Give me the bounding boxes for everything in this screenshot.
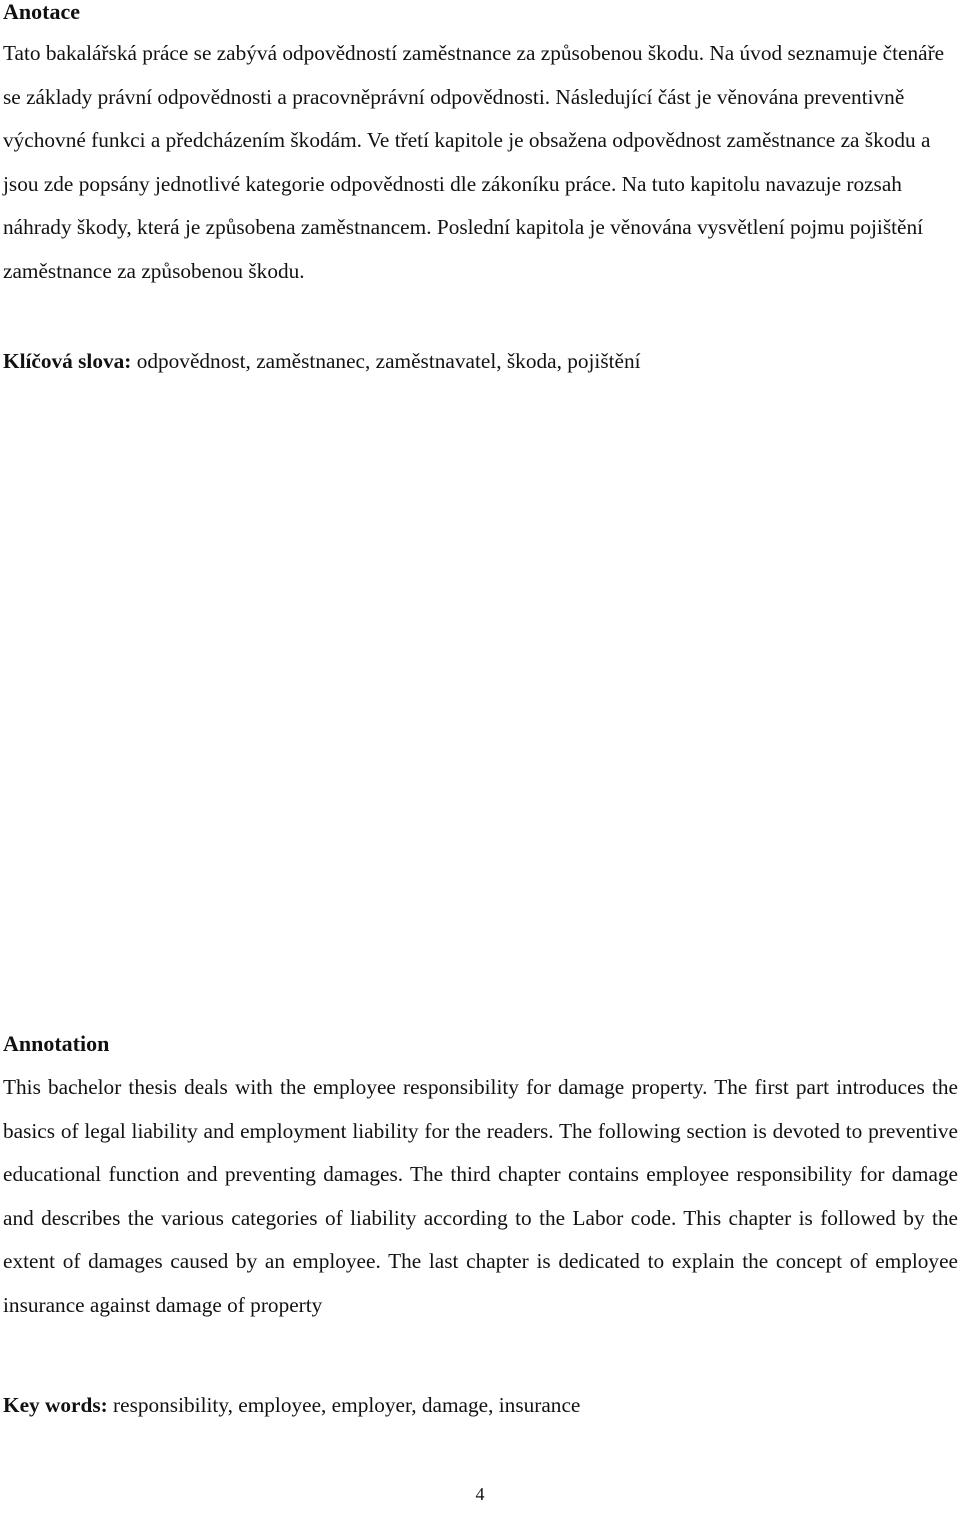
czech-heading: Anotace — [3, 0, 80, 24]
czech-keywords-list: odpovědnost, zaměstnanec, zaměstnavatel, škoda, pojištění — [131, 349, 641, 373]
english-abstract-paragraph: This bachelor thesis deals with the employee responsibility for damage property. The first part introduces the basics of legal liability and employment liability for the readers. The following section is devoted to preventive educational function and preventing damages. The third chapter contains employee responsibility for damage and describes the various categories of liability according to the Labor code. This chapter is followed by the extent of damages caused by an employee. The last chapter is dedicated to explain the concept of employee insurance against damage of property — [3, 1075, 958, 1317]
czech-keywords-label: Klíčová slova: — [3, 349, 132, 373]
english-keywords — [3, 1393, 958, 1417]
page-number: 4 — [475, 1484, 485, 1504]
english-heading: Annotation — [3, 1031, 110, 1056]
english-keywords-list: responsibility, employee, employer, damage, insurance — [107, 1393, 581, 1417]
english-keywords-label: Key words: — [3, 1393, 108, 1417]
czech-keywords — [3, 349, 958, 373]
czech-abstract-paragraph: Tato bakalářská práce se zabývá odpovědností zaměstnance za způsobenou škodu. Na úvod seznamuje čtenáře se základy právní odpovědnosti a pracovněprávní odpovědnosti. Následující část je věnována preventivně výchovné funkci a předcházením škodám. Ve třetí kapitole je obsažena odpovědnost zaměstnance za škodu a jsou zde popsány jednotlivé kategorie odpovědnosti dle zákoníku práce. Na tuto kapitolu navazuje rozsah náhrady škody, která je způsobena zaměstnancem. Poslední kapitola je věnována vysvětlení pojmu pojištění zaměstnance za způsobenou škodu. — [3, 41, 945, 283]
